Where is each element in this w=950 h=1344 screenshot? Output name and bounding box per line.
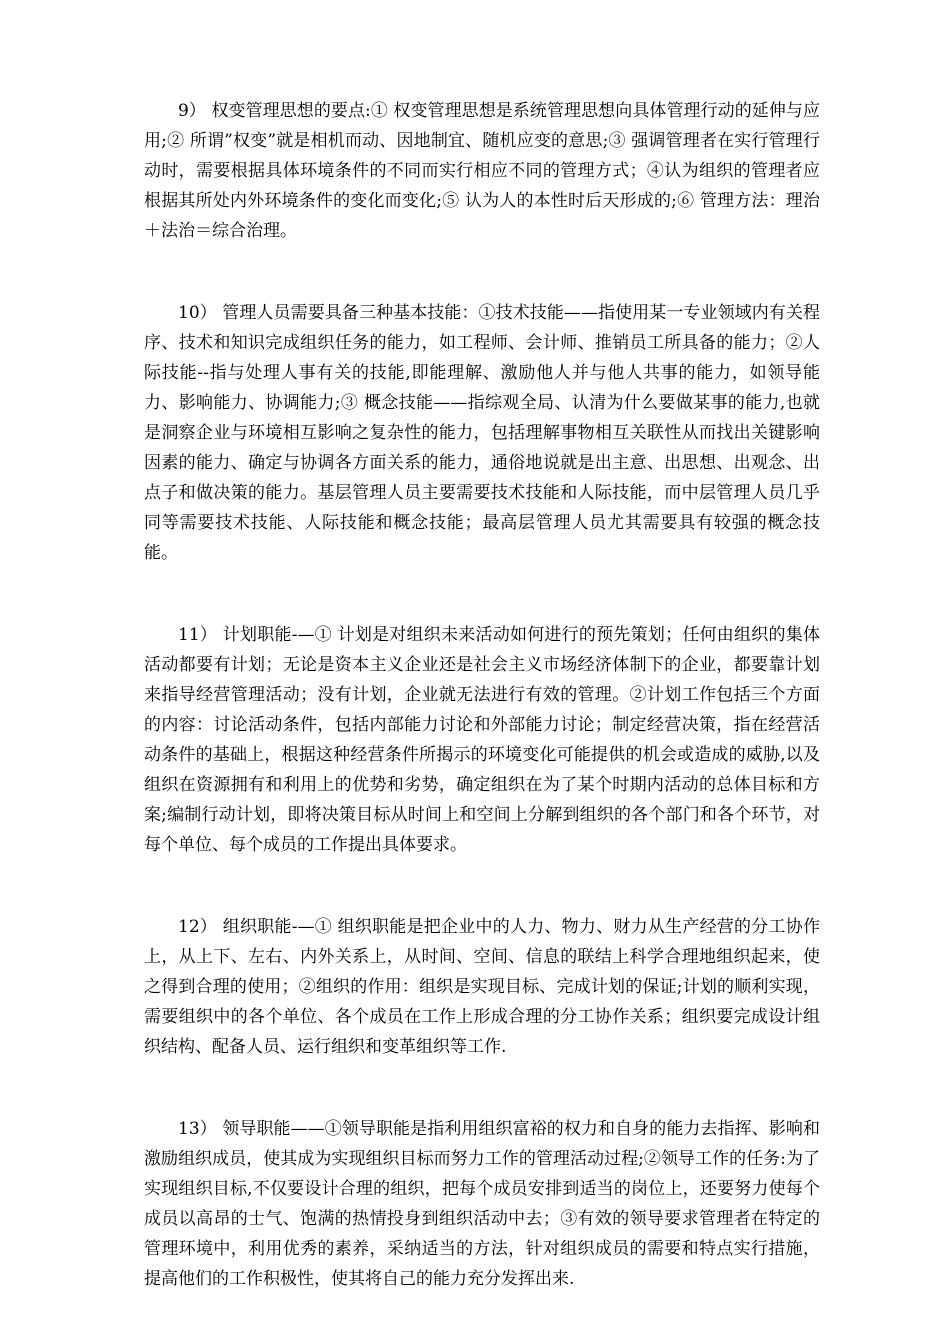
paragraph-10	[144, 298, 820, 568]
paragraph-text: 领导职能——①领导职能是指利用组织富裕的权力和自身的能力去指挥、影响和激励组织成员，使其成为实现组织目标而努力工作的管理活动过程;②领导工作的任务:为了实现组织目标,不仅要设计合理的组织，把每个成员安排到适当的岗位上，还要努力使每个成员以高昂的士气、饱满的热情投身到组织活动中去；③有效的领导要求管理者在特定的管理环境中，利用优秀的素养，采纳适当的方法，针对组织成员的需要和特点实行措施，提高他们的工作积极性，使其将自己的能力充分发挥出来.	[144, 1119, 821, 1289]
paragraph-text: 权变管理思想的要点:① 权变管理思想是系统管理思想向具体管理行动的延伸与应用;② 所谓”权变”就是相机而动、因地制宜、随机应变的意思;③ 强调管理者在实行管理行动时，需要根据具体环境条件的不同而实行相应不同的管理方式；④认为组织的管理者应根据其所处内外环境条件的变化而变化;⑤ 认为人的本性时后天形成的;⑥ 管理方法：理治＋法治＝综合治理。	[144, 101, 820, 241]
paragraph-number: 10）	[178, 303, 217, 323]
paragraph-number: 12）	[178, 917, 218, 937]
document-body	[144, 96, 820, 1294]
paragraph-12	[144, 912, 820, 1062]
paragraph-number: 11）	[178, 625, 218, 645]
paragraph-9	[144, 96, 820, 246]
paragraph-text: 组织职能-—① 组织职能是把企业中的人力、物力、财力从生产经营的分工协作上，从上下、左右、内外关系上，从时间、空间、信息的联结上科学合理地组织起来，使之得到合理的使用；②组织的作用：组织是实现目标、完成计划的保证;计划的顺利实现，需要组织中的各个单位、各个成员在工作上形成合理的分工协作关系；组织要完成设计组织结构、配备人员、运行组织和变革组织等工作.	[144, 917, 820, 1057]
paragraph-11	[144, 620, 820, 860]
paragraph-text: 管理人员需要具备三种基本技能：①技术技能——指使用某一专业领域内有关程序、技术和知识完成组织任务的能力，如工程师、会计师、推销员工所具备的能力；②人际技能--指与处理人事有关的技能,即能理解、激励他人并与他人共事的能力，如领导能力、影响能力、协调能力;③ 概念技能——指综观全局、认清为什么要做某事的能力,也就是洞察企业与环境相互影响之复杂性的能力，包括理解事物相互关联性从而找出关键影响因素的能力、确定与协调各方面关系的能力，通俗地说就是出主意、出思想、出观念、出点子和做决策的能力。基层管理人员主要需要技术技能和人际技能，而中层管理人员几乎同等需要技术技能、人际技能和概念技能；最高层管理人员尤其需要具有较强的概念技能。	[144, 303, 821, 563]
paragraph-number: 9）	[178, 101, 206, 121]
paragraph-13	[144, 1114, 820, 1294]
paragraph-text: 计划职能-—① 计划是对组织未来活动如何进行的预先策划；任何由组织的集体活动都要有计划；无论是资本主义企业还是社会主义市场经济体制下的企业，都要靠计划来指导经营管理活动；没有计划，企业就无法进行有效的管理。②计划工作包括三个方面的内容：讨论活动条件，包括内部能力讨论和外部能力讨论；制定经营决策，指在经营活动条件的基础上，根据这种经营条件所揭示的环境变化可能提供的机会或造成的威胁,以及组织在资源拥有和利用上的优势和劣势，确定组织在为了某个时期内活动的总体目标和方案;编制行动计划，即将决策目标从时间上和空间上分解到组织的各个部门和各个环节，对每个单位、每个成员的工作提出具体要求。	[144, 625, 820, 855]
paragraph-number: 13）	[178, 1119, 217, 1139]
